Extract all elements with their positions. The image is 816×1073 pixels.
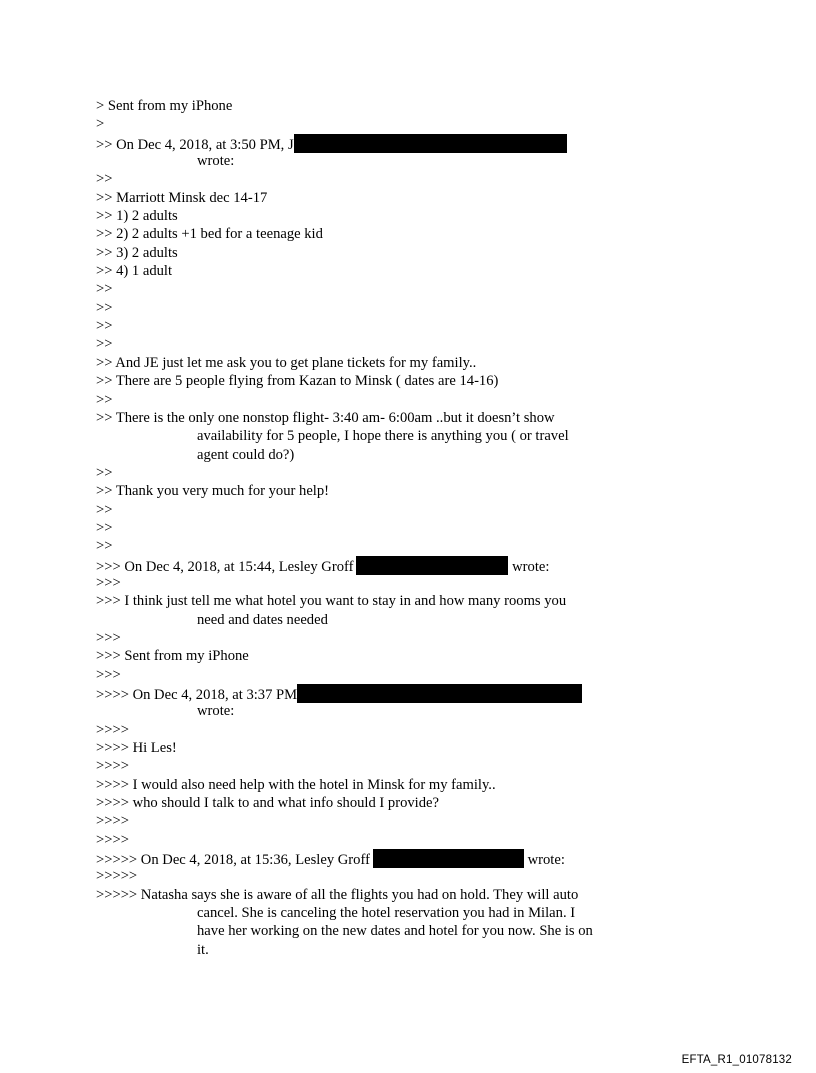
text-line: >>>>>	[96, 868, 138, 885]
text-line-continued: wrote:	[197, 153, 235, 170]
text-line: >>>>	[96, 721, 129, 738]
text-line: > Sent from my iPhone	[96, 98, 233, 114]
text-line: >>	[96, 391, 113, 408]
text-line: >> And JE just let me ask you to get plane tickets for my family..	[96, 354, 477, 371]
text-line-continued: need and dates needed	[197, 611, 328, 628]
text-line: >>>>> Natasha says she is aware of all the flights you had on hold. They will auto	[96, 886, 579, 903]
text-span: >>>>> On Dec 4, 2018, at 15:36, Lesley Groff	[96, 852, 370, 869]
text-line-continued: cancel. She is canceling the hotel reservation you had in Milan. I	[197, 905, 576, 922]
email-body	[96, 97, 716, 959]
text-span: >>> On Dec 4, 2018, at 15:44, Lesley Groff	[96, 558, 354, 575]
text-line: >>> Sent from my iPhone	[96, 648, 249, 665]
text-line: >>>	[96, 666, 121, 683]
text-line-continued: it.	[197, 941, 209, 958]
text-line: >>>> who should I talk to and what info should I provide?	[96, 795, 439, 812]
text-line-continued: wrote:	[197, 703, 235, 720]
text-line-continued: availability for 5 people, I hope there is anything you ( or travel	[197, 428, 569, 445]
text-line: >>>	[96, 629, 121, 646]
redaction-box	[294, 134, 567, 153]
text-line: >> 3) 2 adults	[96, 244, 178, 261]
text-line: >>>>	[96, 831, 129, 848]
quote-header-line	[96, 849, 716, 867]
text-line: >> There are 5 people flying from Kazan to Minsk ( dates are 14-16)	[96, 373, 499, 390]
quote-header-line	[96, 556, 716, 574]
text-line: >>>> I would also need help with the hotel in Minsk for my family..	[96, 776, 496, 793]
text-line: >> 1) 2 adults	[96, 208, 178, 225]
text-line: >>>> Hi Les!	[96, 740, 177, 757]
text-line: >>>>	[96, 813, 129, 830]
text-line-continued: agent could do?)	[197, 446, 295, 463]
text-line: >>	[96, 501, 113, 518]
quote-header-line	[96, 134, 716, 152]
redaction-box	[356, 556, 508, 575]
text-span: wrote:	[512, 558, 550, 575]
text-line: >	[96, 116, 105, 133]
text-line: >>> I think just tell me what hotel you want to stay in and how many rooms you	[96, 593, 567, 610]
text-line: >> 4) 1 adult	[96, 263, 173, 280]
quote-header-line	[96, 684, 716, 702]
text-span: >>>> On Dec 4, 2018, at 3:37 PM	[96, 687, 298, 703]
text-span: >> On Dec 4, 2018, at 3:50 PM, J	[96, 136, 294, 153]
text-line: >>>	[96, 574, 121, 591]
text-line: >>>>	[96, 758, 129, 775]
text-line: >>	[96, 318, 113, 335]
text-line-continued: have her working on the new dates and hotel for you now. She is on	[197, 923, 593, 940]
text-line: >> 2) 2 adults +1 bed for a teenage kid	[96, 226, 323, 243]
text-line: >>	[96, 464, 113, 481]
redaction-box	[297, 684, 582, 703]
text-line: >> There is the only one nonstop flight- 3:40 am- 6:00am ..but it doesn’t show	[96, 409, 555, 426]
text-line: >>	[96, 336, 113, 353]
text-line: >>	[96, 171, 113, 188]
redaction-box	[373, 849, 524, 868]
text-line: >> Marriott Minsk dec 14-17	[96, 189, 268, 206]
text-line: >> Thank you very much for your help!	[96, 483, 330, 500]
text-span: wrote:	[527, 852, 565, 869]
text-line: >>	[96, 299, 113, 316]
text-line: >>	[96, 519, 113, 536]
text-line: >>	[96, 281, 113, 298]
document-id-footer: EFTA_R1_01078132	[681, 1054, 792, 1066]
text-line: >>	[96, 538, 113, 555]
